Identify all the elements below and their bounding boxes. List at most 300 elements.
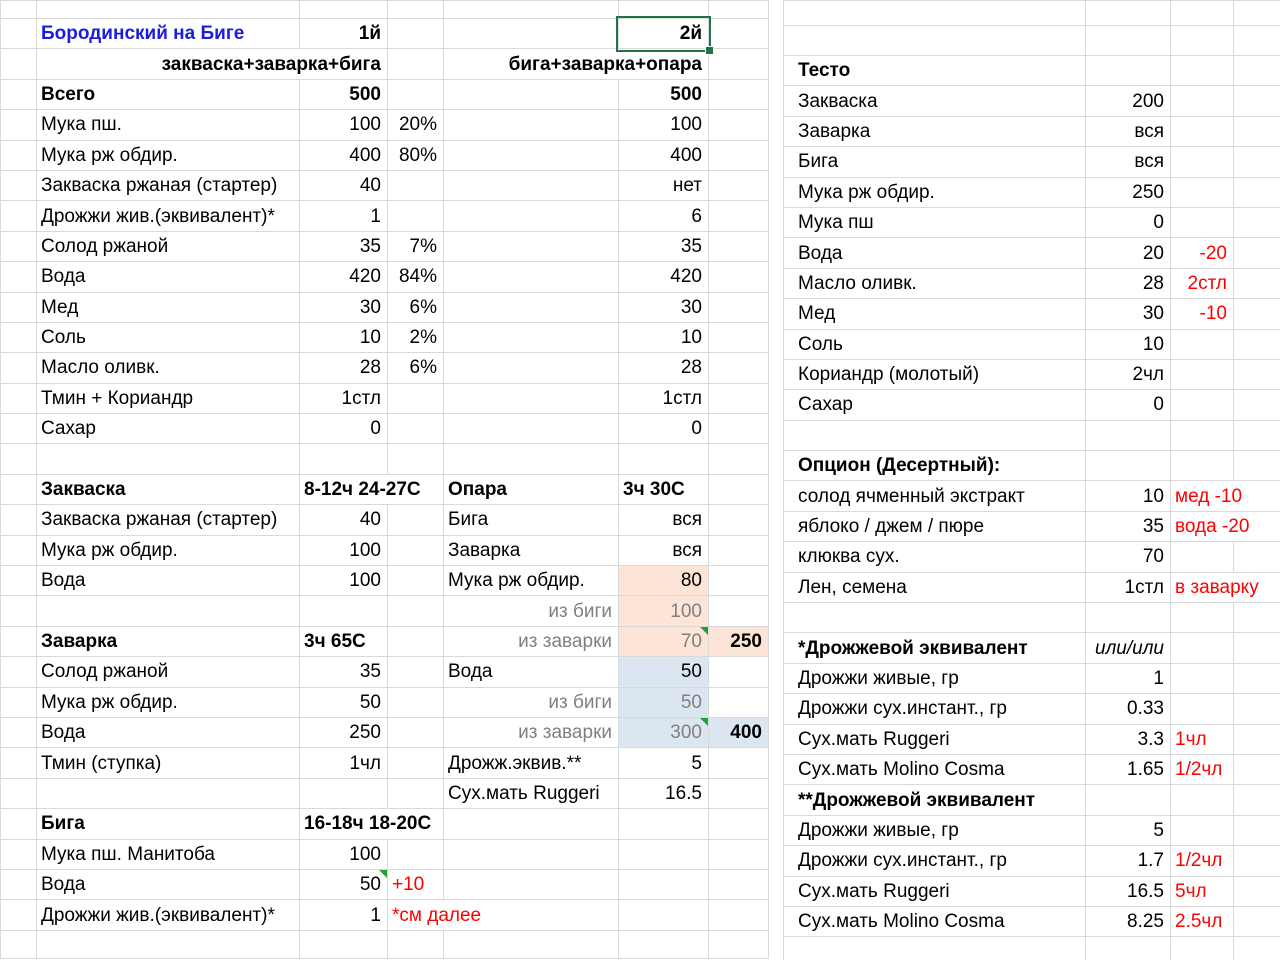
empty-cell[interactable] xyxy=(388,566,444,596)
cell[interactable]: **Дрожжевой эквивалент xyxy=(784,785,1086,815)
empty-cell[interactable] xyxy=(1234,25,1280,55)
empty-cell[interactable] xyxy=(1,535,37,565)
cell[interactable]: Сух.мать Molino Cosma xyxy=(784,754,1086,784)
empty-cell[interactable] xyxy=(1171,937,1234,960)
empty-cell[interactable] xyxy=(37,778,300,808)
empty-cell[interactable] xyxy=(1171,86,1234,116)
empty-cell[interactable] xyxy=(444,170,619,200)
empty-cell[interactable] xyxy=(1171,359,1234,389)
cell[interactable]: Сух.мать Ruggeri xyxy=(784,724,1086,754)
empty-cell[interactable] xyxy=(709,231,769,261)
empty-cell[interactable] xyxy=(784,420,1086,450)
empty-cell[interactable] xyxy=(388,444,444,474)
cell[interactable]: 80% xyxy=(388,140,444,170)
empty-cell[interactable] xyxy=(1234,329,1280,359)
empty-cell[interactable] xyxy=(619,809,709,839)
empty-cell[interactable] xyxy=(709,474,769,504)
empty-cell[interactable] xyxy=(1,869,37,899)
cell[interactable]: 35 xyxy=(619,231,709,261)
empty-cell[interactable] xyxy=(444,322,619,352)
cell[interactable]: Закваска xyxy=(784,86,1086,116)
empty-cell[interactable] xyxy=(1171,451,1234,481)
empty-cell[interactable] xyxy=(1,809,37,839)
cell[interactable]: Соль xyxy=(784,329,1086,359)
empty-cell[interactable] xyxy=(709,839,769,869)
cell[interactable]: 2й xyxy=(619,19,709,49)
cell[interactable]: Мука пш. Манитоба xyxy=(37,839,300,869)
cell[interactable]: вся xyxy=(619,535,709,565)
cell[interactable]: 100 xyxy=(619,110,709,140)
empty-cell[interactable] xyxy=(37,1,300,19)
empty-cell[interactable] xyxy=(444,930,619,958)
cell[interactable]: 2.5чл xyxy=(1171,906,1234,936)
cell[interactable]: Заварка xyxy=(784,116,1086,146)
empty-cell[interactable] xyxy=(388,79,444,109)
empty-cell[interactable] xyxy=(1171,329,1234,359)
cell[interactable]: 1чл xyxy=(300,748,388,778)
cell[interactable]: 0 xyxy=(1086,390,1171,420)
empty-cell[interactable] xyxy=(444,231,619,261)
cell[interactable]: 6 xyxy=(619,201,709,231)
empty-cell[interactable] xyxy=(1171,663,1234,693)
cell[interactable]: *см далее xyxy=(388,900,619,930)
cell[interactable]: 250 xyxy=(300,717,388,747)
cell[interactable]: Масло оливк. xyxy=(784,268,1086,298)
cell[interactable]: 1чл xyxy=(1171,724,1234,754)
empty-cell[interactable] xyxy=(619,900,709,930)
cell[interactable]: Закваска ржаная (стартер) xyxy=(37,505,300,535)
empty-cell[interactable] xyxy=(1,292,37,322)
cell[interactable]: 0.33 xyxy=(1086,694,1171,724)
empty-cell[interactable] xyxy=(1234,906,1280,936)
cell[interactable]: Бига xyxy=(37,809,300,839)
cell[interactable]: 30 xyxy=(300,292,388,322)
empty-cell[interactable] xyxy=(1,201,37,231)
empty-cell[interactable] xyxy=(388,626,444,656)
empty-cell[interactable] xyxy=(619,869,709,899)
cell[interactable]: 50 xyxy=(619,687,709,717)
cell[interactable]: в заварку xyxy=(1171,572,1280,602)
cell[interactable]: Бородинский на Биге xyxy=(37,19,300,49)
selection-border[interactable] xyxy=(616,16,711,52)
cell[interactable]: Вода xyxy=(37,869,300,899)
cell[interactable]: Сух.мать Ruggeri xyxy=(784,876,1086,906)
cell[interactable]: 1 xyxy=(300,201,388,231)
cell[interactable]: +10 xyxy=(388,869,444,899)
empty-cell[interactable] xyxy=(709,414,769,444)
empty-cell[interactable] xyxy=(1,687,37,717)
empty-cell[interactable] xyxy=(1,626,37,656)
cell[interactable]: Мука рж обдир. xyxy=(37,535,300,565)
empty-cell[interactable] xyxy=(1,748,37,778)
cell[interactable]: Вода xyxy=(784,238,1086,268)
cell[interactable]: Сух.мать Ruggeri xyxy=(444,778,619,808)
cell[interactable]: Солод ржаной xyxy=(37,657,300,687)
empty-cell[interactable] xyxy=(619,444,709,474)
cell[interactable]: Вода xyxy=(37,262,300,292)
empty-cell[interactable] xyxy=(388,1,444,19)
empty-cell[interactable] xyxy=(1234,55,1280,85)
cell[interactable]: 400 xyxy=(300,140,388,170)
cell[interactable]: 70 xyxy=(1086,542,1171,572)
empty-cell[interactable] xyxy=(444,262,619,292)
empty-cell[interactable] xyxy=(1,170,37,200)
empty-cell[interactable] xyxy=(1171,785,1234,815)
empty-cell[interactable] xyxy=(1086,603,1171,633)
empty-cell[interactable] xyxy=(1,353,37,383)
cell[interactable]: 2стл xyxy=(1171,268,1234,298)
empty-cell[interactable] xyxy=(300,930,388,958)
cell[interactable]: Тмин + Кориандр xyxy=(37,383,300,413)
cell[interactable]: 84% xyxy=(388,262,444,292)
cell[interactable]: Дрожжи жив.(эквивалент)* xyxy=(37,201,300,231)
empty-cell[interactable] xyxy=(1,231,37,261)
cell[interactable]: вся xyxy=(1086,116,1171,146)
empty-cell[interactable] xyxy=(300,444,388,474)
empty-cell[interactable] xyxy=(1171,603,1234,633)
empty-cell[interactable] xyxy=(709,1,769,19)
cell[interactable]: 30 xyxy=(1086,299,1171,329)
empty-cell[interactable] xyxy=(300,778,388,808)
cell[interactable]: Мука рж обдир. xyxy=(37,687,300,717)
empty-cell[interactable] xyxy=(1,322,37,352)
cell[interactable]: Мед xyxy=(784,299,1086,329)
cell[interactable]: 100 xyxy=(300,566,388,596)
cell[interactable]: 1 xyxy=(1086,663,1171,693)
cell[interactable]: 1стл xyxy=(619,383,709,413)
cell[interactable]: 250 xyxy=(1086,177,1171,207)
empty-cell[interactable] xyxy=(1086,937,1171,960)
empty-cell[interactable] xyxy=(388,930,444,958)
empty-cell[interactable] xyxy=(1086,451,1171,481)
cell[interactable]: 3ч 30С xyxy=(619,474,709,504)
empty-cell[interactable] xyxy=(388,778,444,808)
cell[interactable]: 1/2чл xyxy=(1171,754,1234,784)
empty-cell[interactable] xyxy=(1234,603,1280,633)
cell[interactable]: Мука рж обдир. xyxy=(444,566,619,596)
empty-cell[interactable] xyxy=(709,505,769,535)
empty-cell[interactable] xyxy=(709,201,769,231)
cell[interactable]: 1 xyxy=(300,900,388,930)
cell[interactable]: Заварка xyxy=(37,626,300,656)
empty-cell[interactable] xyxy=(1171,116,1234,146)
empty-cell[interactable] xyxy=(300,596,388,626)
cell[interactable]: 20 xyxy=(1086,238,1171,268)
empty-cell[interactable] xyxy=(709,262,769,292)
cell[interactable]: 1.7 xyxy=(1086,846,1171,876)
cell[interactable]: Дрожжи живые, гр xyxy=(784,663,1086,693)
empty-cell[interactable] xyxy=(1171,420,1234,450)
empty-cell[interactable] xyxy=(709,596,769,626)
cell[interactable]: яблоко / джем / пюре xyxy=(784,511,1086,541)
empty-cell[interactable] xyxy=(444,201,619,231)
cell[interactable]: Дрожж.эквив.** xyxy=(444,748,619,778)
cell[interactable]: Кориандр (молотый) xyxy=(784,359,1086,389)
empty-cell[interactable] xyxy=(1234,268,1280,298)
cell[interactable]: Закваска ржаная (стартер) xyxy=(37,170,300,200)
empty-cell[interactable] xyxy=(709,383,769,413)
cell[interactable]: Мука пш. xyxy=(37,110,300,140)
empty-cell[interactable] xyxy=(388,839,444,869)
empty-cell[interactable] xyxy=(1,839,37,869)
empty-cell[interactable] xyxy=(388,505,444,535)
empty-cell[interactable] xyxy=(1,383,37,413)
cell[interactable]: 400 xyxy=(709,717,769,747)
empty-cell[interactable] xyxy=(709,900,769,930)
empty-cell[interactable] xyxy=(388,657,444,687)
empty-cell[interactable] xyxy=(1086,1,1171,26)
empty-cell[interactable] xyxy=(784,603,1086,633)
empty-cell[interactable] xyxy=(619,839,709,869)
empty-cell[interactable] xyxy=(1234,542,1280,572)
empty-cell[interactable] xyxy=(1,414,37,444)
cell[interactable]: *Дрожжевой эквивалент xyxy=(784,633,1086,663)
empty-cell[interactable] xyxy=(1,79,37,109)
cell[interactable]: 100 xyxy=(619,596,709,626)
empty-cell[interactable] xyxy=(388,535,444,565)
cell[interactable]: 420 xyxy=(300,262,388,292)
cell[interactable]: 3.3 xyxy=(1086,724,1171,754)
empty-cell[interactable] xyxy=(300,1,388,19)
cell[interactable]: 0 xyxy=(300,414,388,444)
empty-cell[interactable] xyxy=(1,566,37,596)
cell[interactable]: 100 xyxy=(300,839,388,869)
cell[interactable]: Мед xyxy=(37,292,300,322)
empty-cell[interactable] xyxy=(709,79,769,109)
cell[interactable]: 1й xyxy=(300,19,388,49)
empty-cell[interactable] xyxy=(709,170,769,200)
cell[interactable]: мед -10 xyxy=(1171,481,1280,511)
cell[interactable]: 10 xyxy=(619,322,709,352)
cell[interactable]: 1/2чл xyxy=(1171,846,1234,876)
empty-cell[interactable] xyxy=(1234,876,1280,906)
empty-cell[interactable] xyxy=(709,869,769,899)
empty-cell[interactable] xyxy=(1,474,37,504)
empty-cell[interactable] xyxy=(1234,754,1280,784)
empty-cell[interactable] xyxy=(1234,207,1280,237)
empty-cell[interactable] xyxy=(1171,1,1234,26)
empty-cell[interactable] xyxy=(709,535,769,565)
cell[interactable]: бига+заварка+опара xyxy=(444,49,709,79)
empty-cell[interactable] xyxy=(1234,694,1280,724)
cell[interactable]: 8.25 xyxy=(1086,906,1171,936)
cell[interactable]: 5 xyxy=(1086,815,1171,845)
cell[interactable]: 10 xyxy=(1086,481,1171,511)
cell[interactable]: 16.5 xyxy=(619,778,709,808)
empty-cell[interactable] xyxy=(1,19,37,49)
empty-cell[interactable] xyxy=(1171,694,1234,724)
empty-cell[interactable] xyxy=(1171,55,1234,85)
empty-cell[interactable] xyxy=(1171,177,1234,207)
empty-cell[interactable] xyxy=(388,748,444,778)
empty-cell[interactable] xyxy=(709,322,769,352)
cell[interactable]: 100 xyxy=(300,110,388,140)
empty-cell[interactable] xyxy=(1234,238,1280,268)
empty-cell[interactable] xyxy=(444,839,619,869)
empty-cell[interactable] xyxy=(1234,86,1280,116)
empty-cell[interactable] xyxy=(709,748,769,778)
empty-cell[interactable] xyxy=(1234,846,1280,876)
cell[interactable]: Тесто xyxy=(784,55,1086,85)
empty-cell[interactable] xyxy=(1,140,37,170)
empty-cell[interactable] xyxy=(1234,785,1280,815)
cell[interactable]: 6% xyxy=(388,353,444,383)
cell[interactable]: -20 xyxy=(1171,238,1234,268)
cell[interactable]: 1стл xyxy=(300,383,388,413)
empty-cell[interactable] xyxy=(1171,25,1234,55)
empty-cell[interactable] xyxy=(1,596,37,626)
empty-cell[interactable] xyxy=(37,930,300,958)
empty-cell[interactable] xyxy=(1234,177,1280,207)
empty-cell[interactable] xyxy=(388,170,444,200)
cell[interactable]: 50 xyxy=(300,869,388,899)
empty-cell[interactable] xyxy=(784,1,1086,26)
cell[interactable]: Бига xyxy=(784,147,1086,177)
empty-cell[interactable] xyxy=(709,566,769,596)
empty-cell[interactable] xyxy=(444,383,619,413)
cell[interactable]: -10 xyxy=(1171,299,1234,329)
cell[interactable]: Мука рж обдир. xyxy=(37,140,300,170)
cell[interactable]: 0 xyxy=(619,414,709,444)
cell[interactable]: Всего xyxy=(37,79,300,109)
cell[interactable]: 40 xyxy=(300,170,388,200)
empty-cell[interactable] xyxy=(1086,420,1171,450)
cell[interactable]: 50 xyxy=(300,687,388,717)
empty-cell[interactable] xyxy=(1,262,37,292)
empty-cell[interactable] xyxy=(444,444,619,474)
cell[interactable]: 20% xyxy=(388,110,444,140)
empty-cell[interactable] xyxy=(709,49,769,79)
empty-cell[interactable] xyxy=(37,444,300,474)
empty-cell[interactable] xyxy=(784,937,1086,960)
cell[interactable]: вся xyxy=(1086,147,1171,177)
cell[interactable]: 5 xyxy=(619,748,709,778)
cell[interactable]: Вода xyxy=(37,566,300,596)
cell[interactable]: Дрожжи сух.инстант., гр xyxy=(784,846,1086,876)
cell[interactable]: Бига xyxy=(444,505,619,535)
empty-cell[interactable] xyxy=(1234,1,1280,26)
empty-cell[interactable] xyxy=(1,717,37,747)
cell[interactable]: 16-18ч 18-20С xyxy=(300,809,444,839)
cell[interactable]: Мука рж обдир. xyxy=(784,177,1086,207)
empty-cell[interactable] xyxy=(1,110,37,140)
empty-cell[interactable] xyxy=(1086,785,1171,815)
empty-cell[interactable] xyxy=(388,717,444,747)
empty-cell[interactable] xyxy=(709,353,769,383)
empty-cell[interactable] xyxy=(784,25,1086,55)
cell[interactable]: Сахар xyxy=(37,414,300,444)
empty-cell[interactable] xyxy=(1086,25,1171,55)
empty-cell[interactable] xyxy=(1234,390,1280,420)
cell[interactable]: 40 xyxy=(300,505,388,535)
cell[interactable]: закваска+заварка+бига xyxy=(37,49,388,79)
empty-cell[interactable] xyxy=(1234,724,1280,754)
empty-cell[interactable] xyxy=(388,201,444,231)
empty-cell[interactable] xyxy=(444,1,619,19)
empty-cell[interactable] xyxy=(444,353,619,383)
cell[interactable]: нет xyxy=(619,170,709,200)
empty-cell[interactable] xyxy=(1,657,37,687)
empty-cell[interactable] xyxy=(444,140,619,170)
cell[interactable]: из биги xyxy=(444,596,619,626)
empty-cell[interactable] xyxy=(1234,451,1280,481)
cell[interactable]: 5чл xyxy=(1171,876,1234,906)
empty-cell[interactable] xyxy=(619,930,709,958)
cell[interactable]: 35 xyxy=(1086,511,1171,541)
empty-cell[interactable] xyxy=(1171,147,1234,177)
empty-cell[interactable] xyxy=(709,687,769,717)
cell[interactable]: солод ячменный экстракт xyxy=(784,481,1086,511)
empty-cell[interactable] xyxy=(709,778,769,808)
empty-cell[interactable] xyxy=(709,444,769,474)
cell[interactable]: Дрожжи сух.инстант., гр xyxy=(784,694,1086,724)
empty-cell[interactable] xyxy=(1234,663,1280,693)
cell[interactable]: Тмин (ступка) xyxy=(37,748,300,778)
empty-cell[interactable] xyxy=(709,110,769,140)
cell[interactable]: 500 xyxy=(300,79,388,109)
cell[interactable]: Закваска xyxy=(37,474,300,504)
cell[interactable]: Масло оливк. xyxy=(37,353,300,383)
cell[interactable]: 100 xyxy=(300,535,388,565)
cell[interactable]: 10 xyxy=(1086,329,1171,359)
empty-cell[interactable] xyxy=(388,383,444,413)
empty-cell[interactable] xyxy=(388,687,444,717)
empty-cell[interactable] xyxy=(444,809,619,839)
cell[interactable]: 7% xyxy=(388,231,444,261)
cell[interactable]: 70 xyxy=(619,626,709,656)
empty-cell[interactable] xyxy=(1234,633,1280,663)
cell[interactable]: 420 xyxy=(619,262,709,292)
empty-cell[interactable] xyxy=(1234,420,1280,450)
empty-cell[interactable] xyxy=(444,869,619,899)
cell[interactable]: 80 xyxy=(619,566,709,596)
empty-cell[interactable] xyxy=(444,414,619,444)
cell[interactable]: 1стл xyxy=(1086,572,1171,602)
cell[interactable]: 0 xyxy=(1086,207,1171,237)
empty-cell[interactable] xyxy=(1,49,37,79)
cell[interactable]: 30 xyxy=(619,292,709,322)
cell[interactable]: 3ч 65С xyxy=(300,626,388,656)
cell[interactable]: 28 xyxy=(1086,268,1171,298)
empty-cell[interactable] xyxy=(1171,815,1234,845)
empty-cell[interactable] xyxy=(709,292,769,322)
empty-cell[interactable] xyxy=(388,596,444,626)
cell[interactable]: вода -20 xyxy=(1171,511,1280,541)
empty-cell[interactable] xyxy=(1,1,37,19)
empty-cell[interactable] xyxy=(444,79,619,109)
cell[interactable]: 500 xyxy=(619,79,709,109)
cell[interactable]: 50 xyxy=(619,657,709,687)
empty-cell[interactable] xyxy=(709,140,769,170)
empty-cell[interactable] xyxy=(1171,207,1234,237)
empty-cell[interactable] xyxy=(1,900,37,930)
empty-cell[interactable] xyxy=(1234,116,1280,146)
cell[interactable]: 35 xyxy=(300,657,388,687)
cell[interactable]: 2% xyxy=(388,322,444,352)
cell[interactable]: 400 xyxy=(619,140,709,170)
cell[interactable]: Дрожжи жив.(эквивалент)* xyxy=(37,900,300,930)
cell[interactable]: клюква сух. xyxy=(784,542,1086,572)
cell[interactable]: 200 xyxy=(1086,86,1171,116)
empty-cell[interactable] xyxy=(709,657,769,687)
empty-cell[interactable] xyxy=(1,505,37,535)
empty-cell[interactable] xyxy=(709,19,769,49)
cell[interactable]: Опцион (Десертный): xyxy=(784,451,1086,481)
cell[interactable]: Опара xyxy=(444,474,619,504)
empty-cell[interactable] xyxy=(1234,147,1280,177)
empty-cell[interactable] xyxy=(1234,359,1280,389)
empty-cell[interactable] xyxy=(709,809,769,839)
